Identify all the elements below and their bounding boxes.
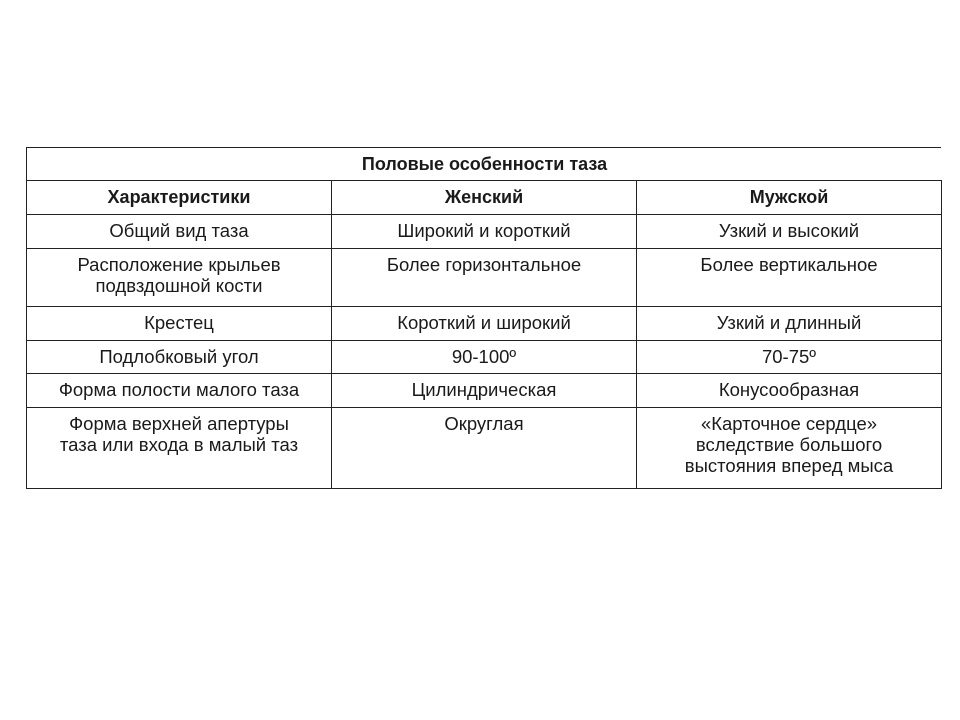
- row-male-value: Более вертикальное: [637, 249, 942, 307]
- row-male-value: «Карточное сердце» вследствие большого выстояния вперед мыса: [637, 408, 942, 489]
- row-female-value: Цилиндрическая: [332, 374, 637, 408]
- table-title-row: [27, 148, 941, 181]
- row-characteristic: Крестец: [27, 307, 332, 341]
- row-female-value: Широкий и короткий: [332, 215, 637, 249]
- table-row: [27, 249, 941, 307]
- row-female-value: Короткий и широкий: [332, 307, 637, 341]
- table-row: [27, 408, 941, 489]
- header-male: Мужской: [637, 181, 942, 215]
- row-male-value: Узкий и высокий: [637, 215, 942, 249]
- row-male-value: 70-75º: [637, 341, 942, 374]
- table-row: [27, 307, 941, 341]
- row-characteristic: Общий вид таза: [27, 215, 332, 249]
- table-title: Половые особенности таза: [27, 148, 942, 181]
- row-characteristic: Форма полости малого таза: [27, 374, 332, 408]
- row-female-value: 90-100º: [332, 341, 637, 374]
- pelvis-comparison-table: [26, 147, 941, 489]
- row-female-value: Более горизонтальное: [332, 249, 637, 307]
- row-male-value: Узкий и длинный: [637, 307, 942, 341]
- table-row: [27, 341, 941, 374]
- row-male-value: Конусообразная: [637, 374, 942, 408]
- table-header-row: [27, 181, 941, 215]
- header-characteristics: Характеристики: [27, 181, 332, 215]
- row-characteristic: Подлобковый угол: [27, 341, 332, 374]
- row-characteristic: Расположение крыльев подвздошной кости: [27, 249, 332, 307]
- table-row: [27, 215, 941, 249]
- row-characteristic: Форма верхней апертуры таза или входа в малый таз: [27, 408, 332, 489]
- table-row: [27, 374, 941, 408]
- header-female: Женский: [332, 181, 637, 215]
- row-female-value: Округлая: [332, 408, 637, 489]
